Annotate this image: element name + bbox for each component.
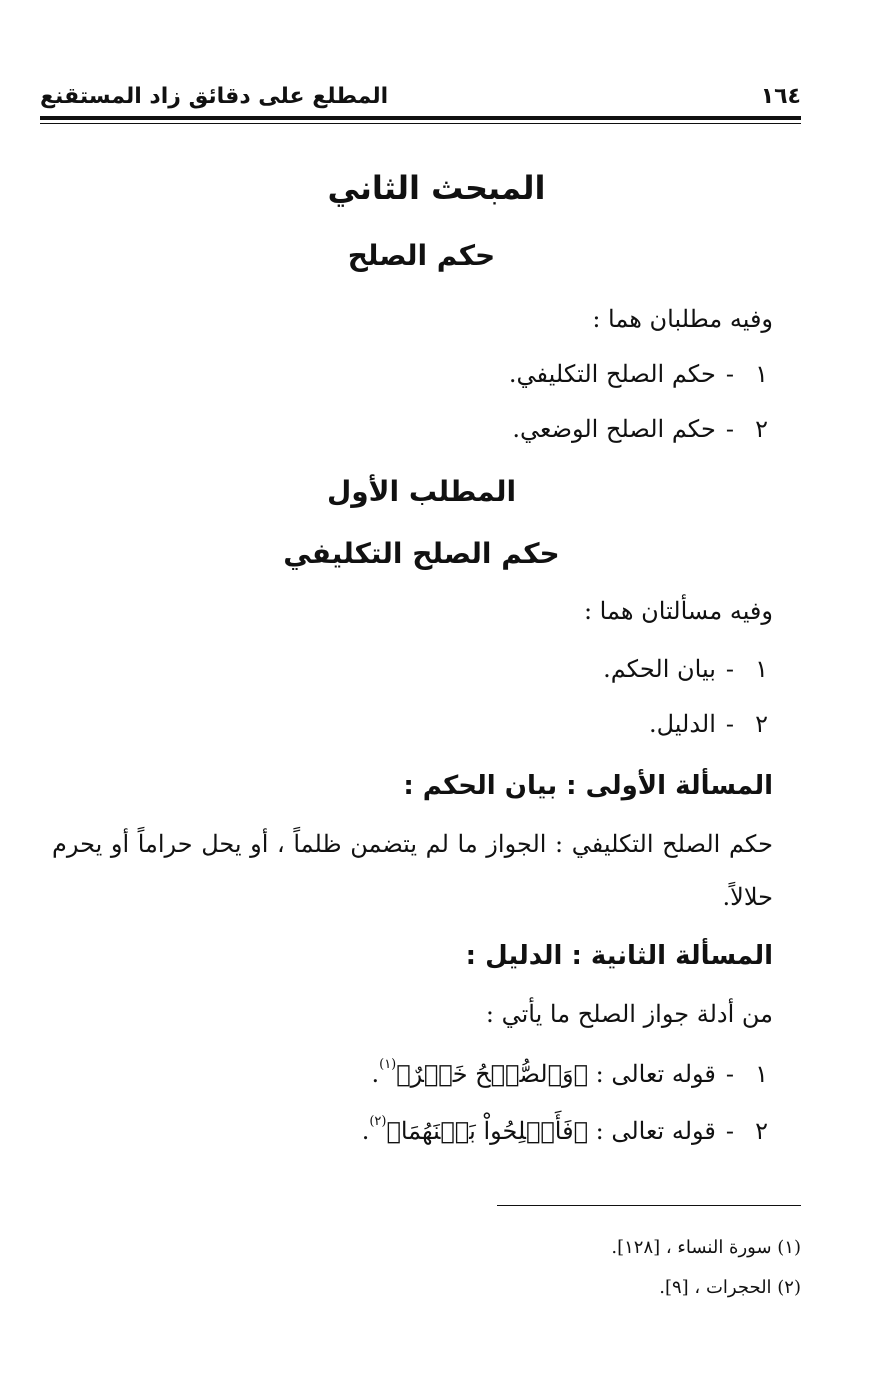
section-list-item bbox=[512, 410, 768, 448]
subsection-list-item bbox=[649, 705, 768, 743]
header-rule-thick bbox=[40, 116, 801, 120]
section-subheading: حكم الصلح bbox=[347, 239, 496, 272]
list-number: ٢ bbox=[755, 1117, 768, 1145]
list-text: حكم الصلح التكليفي. bbox=[508, 360, 716, 388]
evidence-item bbox=[371, 1055, 768, 1093]
footnote-ref: (١) bbox=[379, 1057, 397, 1072]
evidence-end: . bbox=[371, 1060, 380, 1088]
running-title: المطلع على دقائق زاد المستقنع bbox=[40, 84, 389, 109]
section-intro: وفيه مطلبان هما : bbox=[592, 305, 773, 333]
list-dash: - bbox=[725, 1060, 734, 1088]
list-number: ٢ bbox=[755, 710, 768, 738]
list-text: حكم الصلح الوضعي. bbox=[512, 415, 716, 443]
list-dash: - bbox=[725, 360, 734, 388]
list-dash: - bbox=[725, 710, 734, 738]
list-number: ٢ bbox=[755, 415, 768, 443]
list-number: ١ bbox=[755, 1060, 768, 1088]
question-1-body: حكم الصلح التكليفي : الجواز ما لم يتضمن ظلماً ، أو يحل حراماً أو يحرم حلالاً. bbox=[52, 830, 773, 911]
list-number: ١ bbox=[755, 360, 768, 388]
evidence-item bbox=[362, 1112, 768, 1150]
list-dash: - bbox=[725, 415, 734, 443]
evidence-end: . bbox=[361, 1117, 370, 1145]
list-dash: - bbox=[725, 655, 734, 683]
section-heading: المبحث الثاني bbox=[327, 169, 546, 207]
header-rule-thin bbox=[40, 123, 801, 124]
evidence-text: قوله تعالى : ﴿فَأَصۡلِحُواْ بَيۡنَهُمَا﴾ bbox=[386, 1117, 716, 1145]
question-2-title: المسألة الثانية : الدليل : bbox=[465, 941, 773, 971]
question-1-title: المسألة الأولى : بيان الحكم : bbox=[403, 771, 773, 801]
list-text: الدليل. bbox=[648, 710, 716, 738]
list-text: بيان الحكم. bbox=[603, 655, 716, 683]
list-number: ١ bbox=[755, 655, 768, 683]
list-dash: - bbox=[725, 1117, 734, 1145]
footnote-ref: (٢) bbox=[369, 1114, 387, 1129]
section-list-item bbox=[509, 355, 768, 393]
page-number: ١٦٤ bbox=[760, 84, 801, 109]
question-2-intro: من أدلة جواز الصلح ما يأتي : bbox=[485, 1000, 773, 1028]
footnote: (٢) الحجرات ، [٩]. bbox=[659, 1276, 801, 1298]
footnote: (١) سورة النساء ، [١٢٨]. bbox=[611, 1237, 801, 1258]
evidence-text: قوله تعالى : ﴿وَٱلصُّلۡحُ خَيۡرٌ﴾ bbox=[396, 1060, 716, 1088]
subsection-intro: وفيه مسألتان هما : bbox=[583, 597, 773, 625]
subsection-subheading: حكم الصلح التكليفي bbox=[283, 537, 560, 570]
subsection-heading: المطلب الأول bbox=[326, 475, 517, 508]
subsection-list-item bbox=[603, 650, 768, 688]
footnote-separator bbox=[497, 1205, 801, 1206]
footnotes bbox=[101, 1228, 801, 1307]
